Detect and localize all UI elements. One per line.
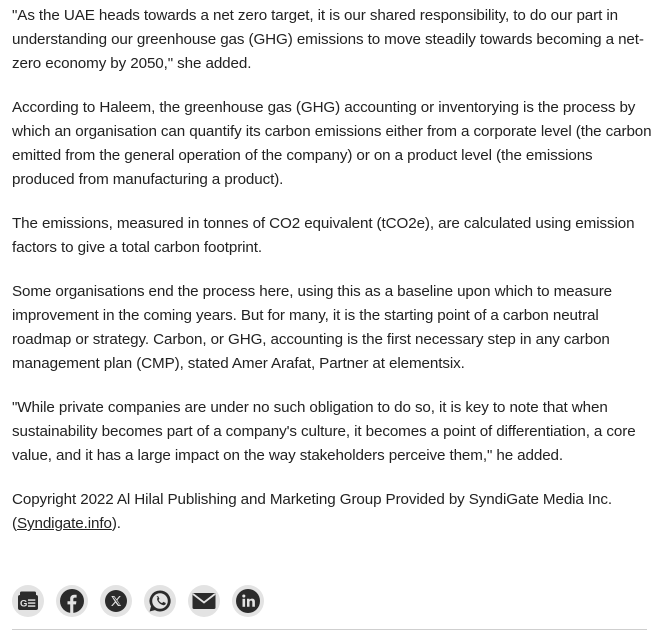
article-paragraph: "As the UAE heads towards a net zero target, it is our shared responsibility, to do our part in understanding our greenhouse gas (GHG) emissions to move steadily towards becoming a net-zero economy by 2050," she added. xyxy=(12,7,644,72)
x-icon xyxy=(105,590,127,612)
share-linkedin-button[interactable] xyxy=(232,585,264,617)
facebook-icon xyxy=(60,589,84,613)
copyright-notice xyxy=(12,488,652,536)
bottom-divider xyxy=(12,629,647,630)
article-paragraph: Some organisations end the process here, using this as a baseline upon which to measure improvement in the coming years. But for many, it is the starting point of a carbon neutral roadmap or strategy. Carbon, or GHG, accounting is the first necessary step in any carbon management plan (CMP), stated Amer Arafat, Partner at elementsix. xyxy=(12,283,613,372)
article-paragraph: According to Haleem, the greenhouse gas (GHG) accounting or inventorying is the process by which an organisation can quantify its carbon emissions either from a corporate level (the carbon emitted from the general operation of the company) or on a product level (the emissions produced from manufacturing a product). xyxy=(12,99,652,188)
article-paragraph: "While private companies are under no such obligation to do so, it is key to note that when sustainability becomes part of a company's culture, it becomes a point of differentiation, a core value, and it has a large impact on the way stakeholders perceive them," he added. xyxy=(12,399,636,464)
email-icon xyxy=(192,592,216,610)
share-email-button[interactable] xyxy=(188,585,220,617)
share-whatsapp-button[interactable] xyxy=(144,585,176,617)
share-x-button[interactable] xyxy=(100,585,132,617)
copyright-open-paren: ( xyxy=(12,515,17,532)
whatsapp-icon xyxy=(148,589,172,613)
linkedin-icon xyxy=(236,589,260,613)
article-paragraph: The emissions, measured in tonnes of CO2 equivalent (tCO2e), are calculated using emission factors to give a total carbon footprint. xyxy=(12,215,635,256)
copyright-close: ). xyxy=(111,515,121,532)
svg-text:G☰: G☰ xyxy=(20,598,36,610)
share-bar xyxy=(12,585,276,617)
syndigate-link[interactable]: Syndigate.info xyxy=(16,515,112,532)
article-body xyxy=(12,4,652,556)
copyright-text: Copyright 2022 Al Hilal Publishing and Marketing Group Provided by SyndiGate Media Inc. xyxy=(12,491,612,508)
share-google-news-button[interactable] xyxy=(12,585,44,617)
share-facebook-button[interactable] xyxy=(56,585,88,617)
google-news-icon xyxy=(17,591,39,611)
